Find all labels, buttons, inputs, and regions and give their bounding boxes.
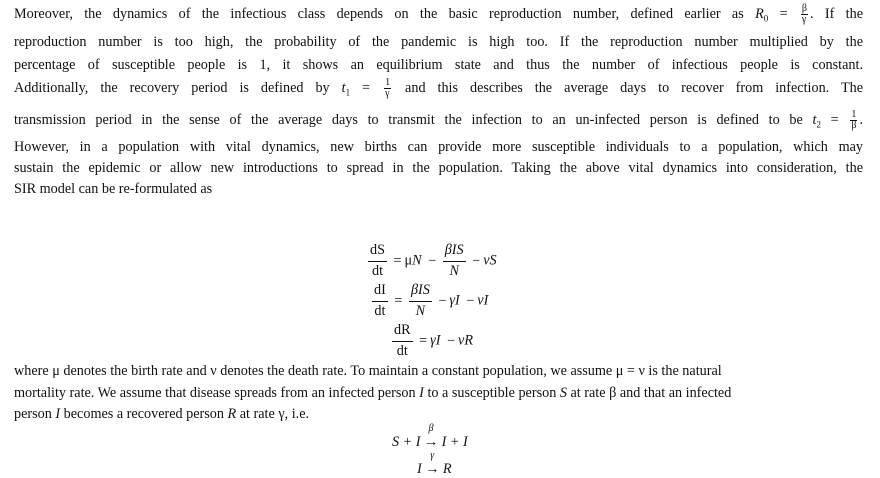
arrow-icon: γ →	[425, 450, 440, 477]
arrow-icon: β →	[424, 423, 439, 450]
para1-line7: sustain the epidemic or allow new introductions to spread in the population. Taking the above vital dynamics into consideration, the	[14, 160, 863, 176]
para1-line4: Additionally, the recovery period is defined by $t_1$ = $\frac{1}{\gamma}$ and this describes the average days to recover from infection. The	[14, 77, 863, 99]
reaction-infection: S + I β → I + I	[392, 423, 468, 450]
equation-di-dt: $\frac{dI}{dt}$ = $\frac{\text{βIS}}{N}$ − γI − vI	[374, 282, 489, 319]
para1-line8: SIR model can be re-formulated as	[14, 181, 213, 197]
para1-line3: percentage of susceptible people is 1, it shows an equilibrium state and thus the number of infectious people is constant.	[14, 57, 863, 73]
para1-line1: Moreover, the dynamics of the infectious class depends on the basic reproduction number, defined earlier as $R_0$ = $\frac{\beta}{\gamma}$ . If the	[14, 3, 863, 25]
t1-fraction: $\frac{1}{\gamma}$	[385, 77, 391, 99]
t2-symbol: t	[812, 111, 817, 128]
r0-fraction: $\frac{\beta}{\gamma}$	[801, 3, 808, 25]
para2-line3: person I becomes a recovered person R at rate γ, i.e.	[14, 406, 310, 422]
r0-subscript: 0	[763, 13, 769, 24]
t1-symbol: t	[341, 79, 346, 96]
para2-line1: where μ denotes the birth rate and ν denotes the death rate. To maintain a constant population, we assume μ = ν is the natural	[14, 363, 722, 379]
r0-symbol: R	[755, 5, 764, 22]
t2-fraction: $\frac{1}{\beta}$	[851, 109, 857, 131]
para1-text: Moreover, the dynamics of the infectious class depends on the basic reproduction number, defined earlier as	[14, 5, 744, 22]
para1-line6: However, in a population with vital dynamics, new births can provide more susceptible individuals to a population, which may	[14, 139, 863, 155]
para1-line2: reproduction number is too high, the probability of the pandemic is high too. If the reproduction number multiplied by the	[14, 34, 863, 50]
equation-dr-dt: $\frac{dR}{dt}$ = γI − vR	[394, 322, 473, 359]
para1-line5: transmission period in the sense of the average days to transmit the infection to an un-infected person is defined to be $t_2$ = $\frac{1}{\beta}$ .	[14, 109, 864, 131]
reaction-recovery: I γ → R	[417, 450, 452, 477]
para2-line2: mortality rate. We assume that disease spreads from an infected person I to a susceptible person S at rate β and that an infected	[14, 385, 732, 401]
equation-ds-dt: $\frac{dS}{dt}$ = μN − $\frac{\text{βIS}}{N}$ − vS	[370, 242, 497, 279]
